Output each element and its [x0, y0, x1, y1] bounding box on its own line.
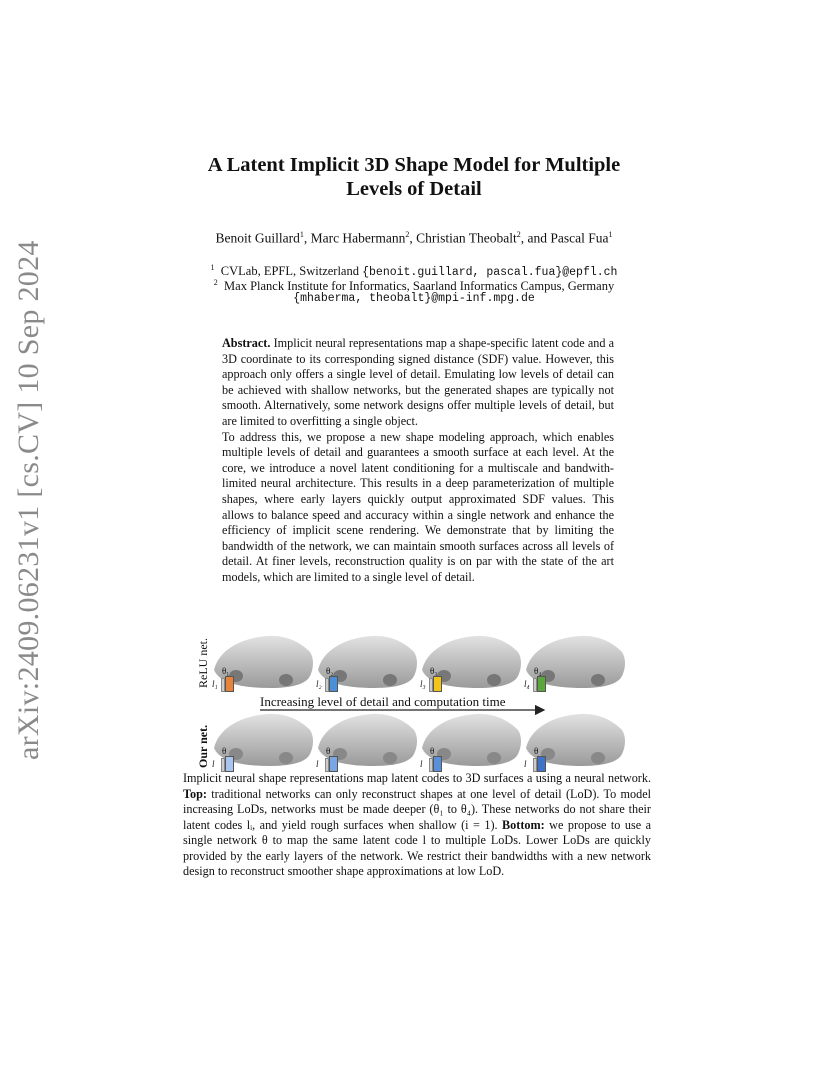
abstract-text: To address this, we propose a new shape modeling approach, which enables multiple levels of detail and guarantees a smooth surface at each level. At the core, we introduce a novel latent conditioning for a multiscale and bandwith-limited neural architecture. This results in a deep parameterization of multiple shapes, where early layers quickly output approximated SDF values. This allows to balance speed and accuracy within a single network and enhance the efficiency of implicit scene rendering. We demonstrate that by limiting the bandwidth of the network, we can maintain smooth surfaces across all levels of detail. At finer levels, reconstruction quality is on par with the state of the art models, which are limited to a single level of detail.	[222, 429, 614, 584]
author-name: Marc Habermann	[310, 230, 406, 246]
affiliation-2-email	[0, 290, 828, 306]
arxiv-identifier: arXiv:2409.06231v1 [cs.CV] 10 Sep 2024	[12, 240, 45, 760]
network-icon	[420, 666, 450, 692]
network-layer-block	[225, 756, 234, 772]
caption-text: Implicit neural shape representations map latent codes to 3D surfaces a using a neural network.	[183, 771, 651, 785]
author-affiliation-mark: 2	[405, 230, 410, 239]
abstract-paragraph-2	[222, 430, 614, 586]
latent-code-label: l	[212, 759, 215, 769]
network-icon	[420, 746, 450, 772]
caption-bottom-label: Bottom:	[502, 817, 545, 832]
title-line-1: A Latent Implicit 3D Shape Model for Multiple	[207, 154, 621, 176]
latent-code-label: l₂	[316, 679, 322, 689]
network-theta-label: θ₃	[430, 666, 438, 676]
title-line-2: Levels of Detail	[346, 178, 482, 200]
author-affiliation-mark: 2	[516, 230, 521, 239]
teaser-figure	[192, 622, 644, 772]
latent-code-label: l₁	[212, 679, 218, 689]
network-layer-block	[537, 756, 546, 772]
caption-top-label: Top:	[183, 786, 207, 801]
network-icon	[316, 746, 346, 772]
abstract-paragraph-1	[222, 336, 614, 430]
network-layer-block	[433, 676, 442, 692]
abstract-text: Implicit neural representations map a shape-specific latent code and a 3D coordinate to its corresponding signed distance (SDF) value. However, this approach only offers a single level of detail. Emulating low levels of detail can be achieved with shallow networks, but the generated shapes are typically not smooth. Alternatively, some network designs offer multiple levels of detail, but are limited to overfitting a single object.	[222, 336, 615, 428]
top-row-label: ReLU net.	[196, 638, 210, 688]
network-theta-label: θ₄	[534, 666, 542, 676]
network-layer-block	[537, 676, 546, 692]
author-name: Pascal Fua	[550, 230, 609, 246]
bottom-row-label: Our net.	[196, 724, 210, 768]
network-theta-label: θ	[430, 746, 435, 756]
lod-arrow-label: Increasing level of detail and computation time	[260, 694, 506, 709]
affiliation-email: {mhaberma, theobalt}@mpi-inf.mpg.de	[293, 292, 535, 305]
latent-code-label: l₄	[524, 679, 530, 689]
latent-code-label: l	[420, 759, 423, 769]
network-icon	[212, 666, 242, 692]
network-theta-label: θ	[534, 746, 539, 756]
latent-code-label: l	[524, 759, 527, 769]
network-layer-block	[329, 676, 338, 692]
affiliation-number: 1	[210, 263, 215, 272]
abstract	[222, 336, 614, 586]
author-affiliation-mark: 1	[608, 230, 613, 239]
affiliation-number: 2	[213, 278, 218, 287]
latent-code-label: l	[316, 759, 319, 769]
network-icon	[212, 746, 242, 772]
affiliation-text: Max Planck Institute for Informatics, Saarland Informatics Campus, Germany	[224, 279, 615, 294]
caption-text: we propose to use a single network θ to map the same latent code l to multiple LoDs. Lower LoDs are quickly provided by the early layers of the network. We restrict their bandwidths with a new network design to reconstruct smoother shape approximations at low LoD.	[183, 817, 651, 878]
author-name: Christian Theobalt	[416, 230, 517, 246]
caption-text: traditional networks can only reconstruct shapes at one level of detail (LoD). To model increasing LoDs, networks must be made deeper (θ₁ to θ₄). These networks do not share their latent codes lᵢ, and yield rough surfaces when shallow (i = 1).	[183, 786, 651, 832]
figure-caption	[183, 771, 651, 880]
network-theta-label: θ₁	[222, 666, 230, 676]
author-affiliation-mark: 1	[299, 230, 304, 239]
network-theta-label: θ	[222, 746, 227, 756]
abstract-heading: Abstract.	[222, 336, 271, 350]
network-layer-block	[225, 676, 234, 692]
author-name: Benoit Guillard	[215, 230, 300, 246]
affiliation-text: CVLab, EPFL, Switzerland	[220, 264, 359, 279]
paper-title	[0, 153, 828, 201]
affiliation-email: {benoit.guillard, pascal.fua}@epfl.ch	[362, 266, 618, 280]
latent-code-label: l₃	[420, 679, 426, 689]
network-theta-label: θ	[326, 746, 331, 756]
network-layer-block	[433, 756, 442, 772]
network-icon	[524, 666, 554, 692]
network-icon	[316, 666, 346, 692]
network-icon	[524, 746, 554, 772]
network-layer-block	[329, 756, 338, 772]
author-list: Benoit Guillard$^1$, Marc Habermann$^2$, Christian Theobalt$^2$, and Pascal Fua$^1$	[215, 230, 613, 246]
network-theta-label: θ₂	[326, 666, 334, 676]
